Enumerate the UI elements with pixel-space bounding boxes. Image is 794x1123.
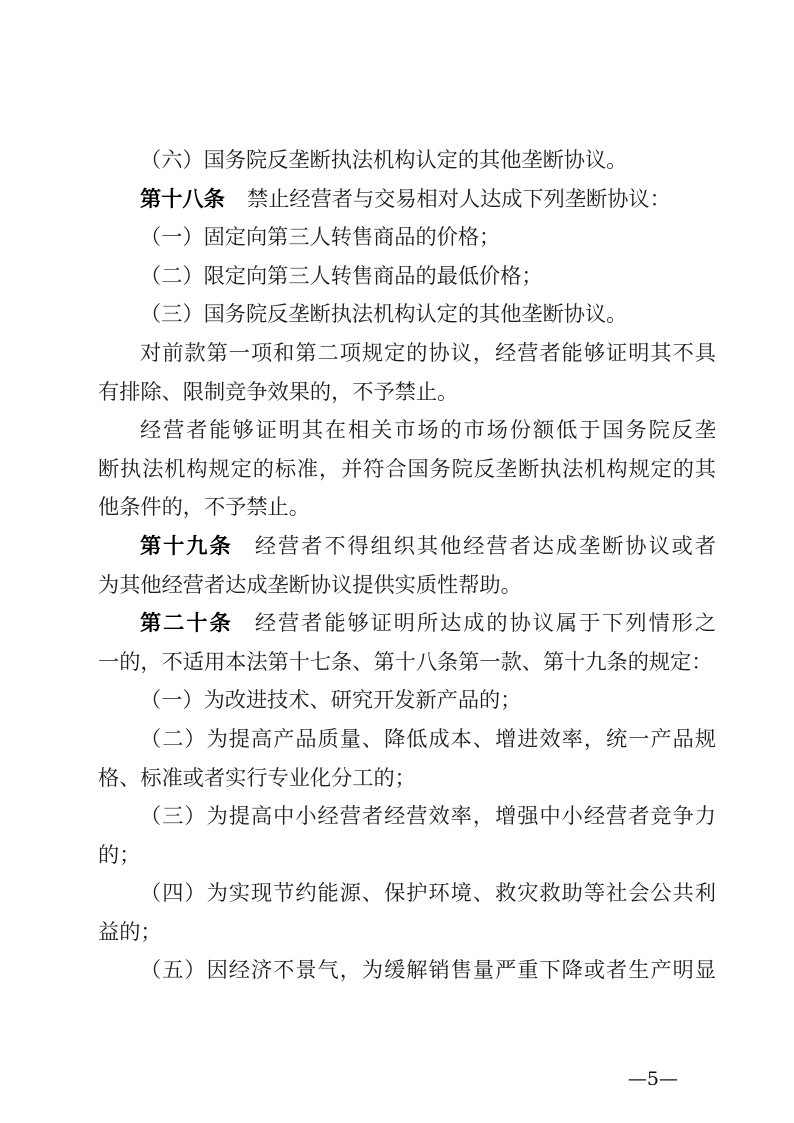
paragraph bbox=[98, 797, 716, 874]
footer-page-number: —5— bbox=[627, 1068, 678, 1090]
body-text-run: 他条件的，不予禁止。 bbox=[98, 494, 310, 520]
text-line bbox=[98, 450, 716, 489]
text-line bbox=[98, 913, 716, 952]
body-text-run: 格、标准或者实行专业化分工的； bbox=[98, 764, 416, 790]
text-line bbox=[98, 373, 716, 412]
paragraph bbox=[98, 527, 716, 604]
text-line bbox=[98, 218, 716, 257]
body-text-run: （一）为改进技术、研究开发新产品的； bbox=[140, 687, 522, 713]
text-line bbox=[98, 295, 716, 334]
body-text-run: （三）国务院反垄断执法机构认定的其他垄断协议。 bbox=[140, 301, 628, 327]
article-number: 第十八条 bbox=[140, 185, 225, 211]
text-line bbox=[98, 951, 716, 990]
text-line bbox=[98, 604, 716, 643]
body-text-run: （一）固定向第三人转售商品的价格； bbox=[140, 224, 501, 250]
body-text-run: 的； bbox=[98, 841, 141, 867]
paragraph bbox=[98, 218, 716, 257]
body-text-run: 禁止经营者与交易相对人达成下列垄断协议： bbox=[247, 185, 671, 211]
text-line bbox=[98, 643, 716, 682]
paragraph bbox=[98, 141, 716, 180]
body-text-run: （三）为提高中小经营者经营效率，增强中小经营者竞争力 bbox=[140, 803, 716, 829]
body-text-run: （四）为实现节约能源、保护环境、救灾救助等社会公共利 bbox=[140, 880, 716, 906]
text-line bbox=[98, 681, 716, 720]
body-text-run: 有排除、限制竞争效果的，不予禁止。 bbox=[98, 378, 459, 404]
text-line bbox=[98, 874, 716, 913]
text-line bbox=[98, 566, 716, 605]
paragraph bbox=[98, 720, 716, 797]
text-line bbox=[98, 720, 716, 759]
paragraph bbox=[98, 604, 716, 681]
article-number: 第十九条 bbox=[140, 532, 233, 558]
body-text-run: 为其他经营者达成垄断协议提供实质性帮助。 bbox=[98, 571, 522, 597]
article-number: 第二十条 bbox=[140, 610, 233, 636]
paragraph bbox=[98, 874, 716, 951]
text-block bbox=[98, 141, 716, 990]
text-line bbox=[98, 334, 716, 373]
text-line bbox=[98, 180, 716, 219]
text-line bbox=[98, 759, 716, 798]
body-text-run: 经营者不得组织其他经营者达成垄断协议或者 bbox=[254, 532, 716, 558]
body-text-run: 断执法机构规定的标准，并符合国务院反垄断执法机构规定的其 bbox=[98, 455, 716, 481]
paragraph bbox=[98, 257, 716, 296]
body-text-run: 一的，不适用本法第十七条、第十八条第一款、第十九条的规定： bbox=[98, 648, 713, 674]
paragraph bbox=[98, 681, 716, 720]
body-text-run: （五）因经济不景气，为缓解销售量严重下降或者生产明显 bbox=[140, 957, 716, 983]
body-text-run: （二）为提高产品质量、降低成本、增进效率，统一产品规 bbox=[140, 725, 716, 751]
body-text-run: 对前款第一项和第二项规定的协议，经营者能够证明其不具 bbox=[140, 339, 716, 365]
body-text-run: （二）限定向第三人转售商品的最低价格； bbox=[140, 262, 543, 288]
body-text-run: 益的； bbox=[98, 918, 162, 944]
paragraph bbox=[98, 411, 716, 527]
text-line bbox=[98, 527, 716, 566]
text-line bbox=[98, 411, 716, 450]
text-line bbox=[98, 797, 716, 836]
paragraph bbox=[98, 180, 716, 219]
text-line bbox=[98, 836, 716, 875]
text-line bbox=[98, 257, 716, 296]
text-line bbox=[98, 141, 716, 180]
paragraph bbox=[98, 334, 716, 411]
body-text-run: 经营者能够证明其在相关市场的市场份额低于国务院反垄 bbox=[140, 417, 716, 443]
paragraph bbox=[98, 295, 716, 334]
paragraph bbox=[98, 951, 716, 990]
text-line bbox=[98, 488, 716, 527]
body-text-run: （六）国务院反垄断执法机构认定的其他垄断协议。 bbox=[140, 147, 628, 172]
body-text-run: 经营者能够证明所达成的协议属于下列情形之 bbox=[254, 610, 716, 636]
